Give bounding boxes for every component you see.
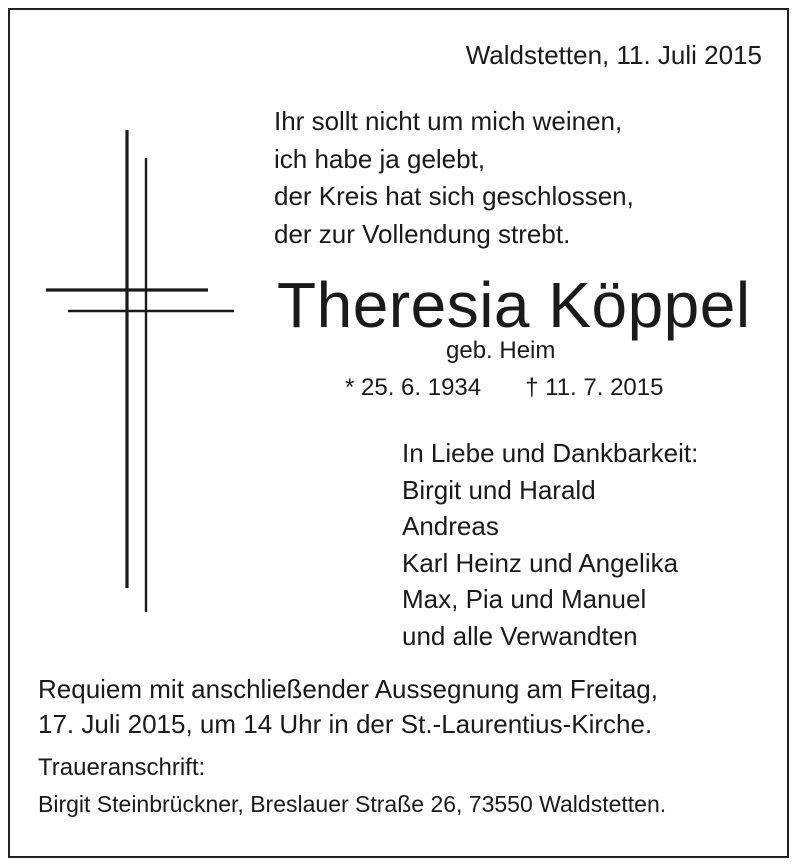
- list-item: und alle Verwandten: [402, 620, 638, 651]
- list-item: Birgit und Harald: [402, 474, 596, 505]
- poem-line: Ihr sollt nicht um mich weinen,: [274, 106, 623, 136]
- birth-name: geb. Heim: [446, 337, 556, 364]
- deceased-name: Theresia Köppel: [277, 269, 751, 341]
- life-dates: [345, 374, 663, 402]
- poem: [274, 103, 634, 253]
- mourners-intro: In Liebe und Dankbarkeit:: [402, 438, 699, 468]
- death-date: † 11. 7. 2015: [525, 374, 664, 401]
- birth-date: * 25. 6. 1934: [345, 374, 482, 401]
- list-item: Max, Pia und Manuel: [402, 584, 647, 614]
- place-date: Waldstetten, 11. Juli 2015: [465, 40, 762, 70]
- list-item: Karl Heinz und Angelika: [402, 547, 679, 578]
- poem-line: der zur Vollendung strebt.: [274, 218, 571, 249]
- service-line: 17. Juli 2015, um 14 Uhr in der St.-Laurentius-Kirche.: [38, 709, 653, 739]
- poem-line: ich habe ja gelebt,: [274, 143, 486, 174]
- mourners-list: [402, 435, 698, 654]
- mourning-address: Birgit Steinbrückner, Breslauer Straße 26, 73550 Waldstetten.: [38, 791, 667, 817]
- list-item: Andreas: [402, 511, 499, 541]
- poem-line: der Kreis hat sich geschlossen,: [274, 181, 634, 211]
- service-line: Requiem mit anschließender Aussegnung am Freitag,: [38, 674, 658, 704]
- address-label: Traueranschrift:: [38, 754, 206, 781]
- service-info: [38, 672, 658, 742]
